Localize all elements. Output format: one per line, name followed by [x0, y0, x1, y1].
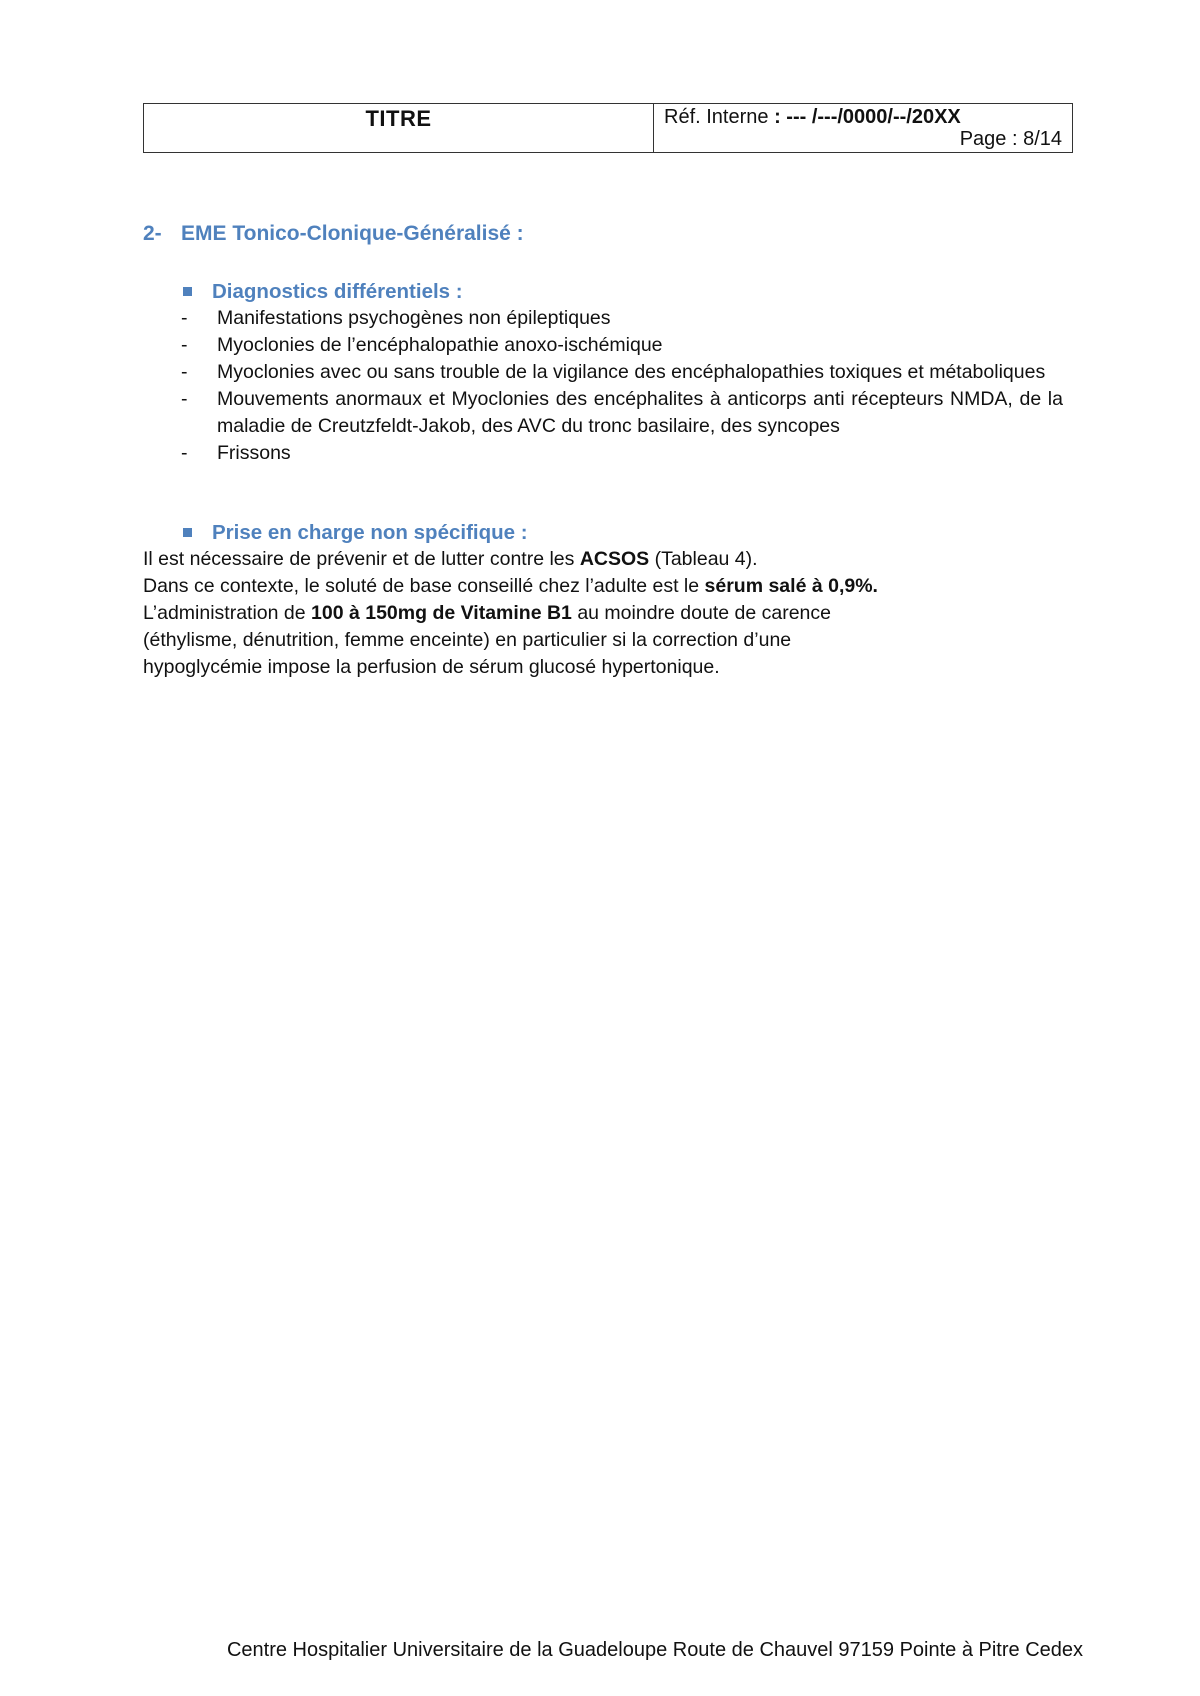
dash-bullet: - — [181, 442, 188, 464]
internal-reference-value: : --- /---/0000/--/20XX — [768, 106, 961, 128]
document-content — [143, 220, 1063, 681]
list-item — [143, 359, 1063, 386]
paragraph-text: (Tableau 4). — [649, 548, 758, 570]
paragraph-acsos — [143, 546, 1063, 573]
square-bullet-icon — [183, 528, 192, 537]
header-table — [143, 103, 1073, 153]
internal-reference-label: Réf. Interne — [664, 106, 769, 128]
dash-bullet: - — [181, 388, 188, 410]
section-heading — [143, 220, 1063, 247]
list-item-text: Mouvements anormaux et Myoclonies des encéphalites à anticorps anti récepteurs NMDA, de la maladie de Creutzfeldt-Jakob, des AVC du tronc basilaire, des syncopes — [217, 388, 1063, 437]
diagnostics-list — [143, 305, 1063, 467]
dash-bullet: - — [181, 361, 188, 383]
dash-bullet: - — [181, 334, 188, 356]
section-number: 2- — [143, 222, 162, 245]
header-reference-cell — [654, 104, 1072, 152]
list-item-text: Myoclonies de l’encéphalopathie anoxo-ischémique — [217, 334, 663, 356]
document-title: TITRE — [144, 104, 654, 152]
list-item — [143, 332, 1063, 359]
list-item — [143, 386, 1063, 440]
paragraph-text: au moindre doute de carence (éthylisme, dénutrition, femme enceinte) en particulier si la correction d’une hypoglycémie impose la perfusion de sérum glucosé hypertonique. — [143, 602, 831, 678]
list-item-text: Frissons — [217, 442, 291, 464]
dash-bullet: - — [181, 307, 188, 329]
page-footer: Centre Hospitalier Universitaire de la Guadeloupe Route de Chauvel 97159 Pointe à Pitre Cedex — [226, 1639, 1084, 1661]
list-item-text: Myoclonies avec ou sans trouble de la vigilance des encéphalopathies toxiques et métaboliques — [217, 361, 1046, 383]
section-title: EME Tonico-Clonique-Généralisé : — [181, 222, 524, 245]
internal-reference — [664, 106, 961, 129]
paragraph-text: L’administration de — [143, 602, 312, 624]
paragraph-vitamine — [143, 600, 903, 681]
paragraph-text: Il est nécessaire de prévenir et de lutter contre les — [143, 548, 580, 570]
square-bullet-icon — [183, 287, 192, 296]
bold-term-serum: sérum salé à 0,9%. — [704, 575, 878, 597]
prise-en-charge-heading — [183, 519, 1063, 546]
paragraph-serum — [143, 573, 1063, 600]
diagnostics-heading — [183, 278, 1063, 305]
list-item — [143, 440, 1063, 467]
list-item-text: Manifestations psychogènes non épileptiques — [217, 307, 611, 329]
bold-term-acsos: ACSOS — [579, 548, 650, 570]
list-item — [143, 305, 1063, 332]
diagnostics-heading-text: Diagnostics différentiels : — [212, 280, 463, 303]
prise-en-charge-heading-text: Prise en charge non spécifique : — [212, 521, 528, 544]
page-number: Page : 8/14 — [959, 128, 1062, 150]
bold-term-vitamine: 100 à 150mg de Vitamine B1 — [311, 602, 572, 624]
paragraph-text: Dans ce contexte, le soluté de base conseillé chez l’adulte est le — [143, 575, 705, 597]
